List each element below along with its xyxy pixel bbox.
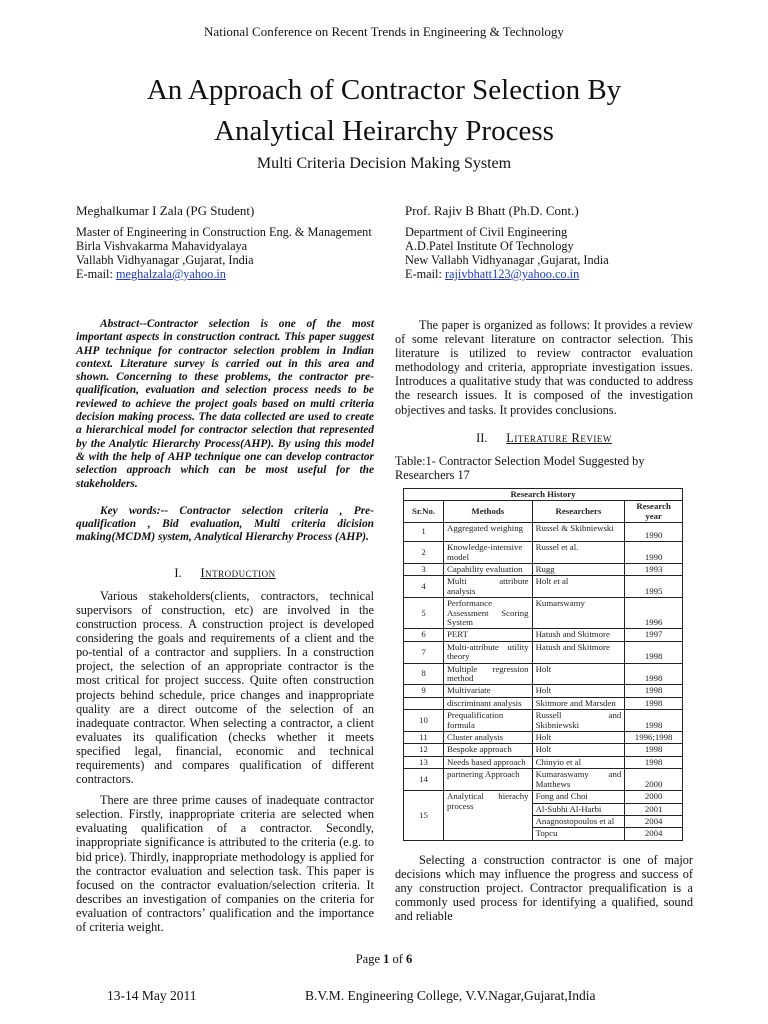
section-heading-introduction [76,566,374,580]
cell-year: 2001 [625,803,683,815]
cell-sr: 4 [404,576,444,598]
cell-method: Capability evaluation [444,563,533,575]
author-1-email-link[interactable]: meghalzala@yahoo.in [115,267,226,281]
cell-year: 1998 [625,685,683,697]
cell-year: 2000 [625,791,683,803]
footer-date: 13-14 May 2011 [107,988,197,1003]
cell-year: 1990 [625,523,683,542]
column-header-sr-no: Sr.No. [404,501,444,523]
cell-researcher: Russel & Skibniewski [532,523,625,542]
author-2-email-line [405,267,705,281]
author-2-name: Prof. Rajiv B Bhatt (Ph.D. Cont.) [405,203,579,218]
author-1-name: Meghalkumar I Zala (PG Student) [76,203,255,218]
cell-sr: 5 [404,598,444,629]
intro-paragraph-2: There are three prime causes of inadequate contractor selection. Firstly, inappropriate criteria are selected when evaluating qualification of a contractor. Secondly, inappropriate significance is attributed to the criteria (e.g. to bid price). Thirdly, inappropriate methodology is applied for the contractor evaluation and selection task. This paper is focused on the contractor evaluation/selection criteria. It describes an investigation of companies on the criteria for evaluation of contractors’ qualification and the importance of criteria weight. [76,793,374,934]
cell-sr: 10 [404,710,444,732]
cell-method: Multi-attribute utility theory [444,641,533,663]
table-caption: Table:1- Contractor Selection Model Suggested by Researchers 17 [395,453,645,482]
cell-sr: 9 [404,685,444,697]
cell-method: Cluster analysis [444,732,533,744]
cell-researcher: Anagnostopoulos et al [532,815,625,827]
table-row [404,697,683,709]
table-row [404,663,683,685]
page-prefix: Page [355,952,384,966]
author-1-email-line [76,267,386,281]
cell-researcher: Chinyio et al [532,756,625,768]
cell-year: 1997 [625,629,683,641]
author-1-email-label: E-mail: [76,267,116,281]
cell-method: Knowledge-intensive model [444,542,533,564]
cell-sr: 1 [404,523,444,542]
cell-year: 1995 [625,576,683,598]
cell-method: partnering Approach [444,769,533,791]
cell-method: Bespoke approach [444,744,533,756]
table-row [404,756,683,768]
table-row [404,629,683,641]
page-current: 1 [383,952,390,966]
table-row [404,563,683,575]
cell-method: PERT [444,629,533,641]
cell-researcher: Skitmore and Marsden [532,697,625,709]
cell-researcher: Al-Subhi Al-Harbi [532,803,625,815]
section-2-title: Literature Review [506,430,612,445]
cell-method: Multiple regression method [444,663,533,685]
cell-year: 1996 [625,598,683,629]
author-2-email-label: E-mail: [405,267,445,281]
page-number [0,952,768,967]
cell-year: 1998 [625,697,683,709]
abstract: Abstract--Contractor selection is one of the most important aspects in construction contract. This paper suggest AHP technique for contractor selection problem in Indian context. Literature survey is carried out in this area and shown. Concerning to these problems, the contractor pre- qualification, evaluation and selection process needs to be reviewed to achieve the project goals based on multi criteria decision making process. The data collected are used to create a hierarchical model for contractor selection that represented by the Analytic Hierarchy Process(AHP). By using this model & with the help of AHP technique one can develop contractor selection approach which can be most useful for the stakeholders. [76,318,374,490]
cell-year: 2004 [625,815,683,827]
table-row [404,523,683,542]
cell-method: Performance Assessment Scoring System [444,598,533,629]
table-row [404,542,683,564]
author-1-affiliation-1: Master of Engineering in Construction Eng. & Management [76,225,372,239]
author-1-affiliation-2: Birla Vishvakarma Mahavidyalaya [76,239,248,253]
cell-researcher: Topcu [532,828,625,840]
cell-sr: 2 [404,542,444,564]
cell-sr: 6 [404,629,444,641]
cell-researcher: Russel et al. [532,542,625,564]
cell-researcher: Kumaraswamy and Matthews [532,769,625,791]
cell-researcher: Holt [532,685,625,697]
cell-method: Analytical hierachy process [444,791,533,841]
cell-sr: 15 [404,791,444,841]
cell-year: 1998 [625,641,683,663]
intro-paragraph-1: Various stakeholders(clients, contractors, technical supervisors of construction, etc) are involved in the construction process. A construction project is developed considering the goals and requirements of a client and the po-tential of a contractor and suppliers. In a construction project, the selection of an appropriate contractor is the most critical for project success. Quite often construction projects behind schedule, price changes and inappropriate quality are a direct outcome of the selection of an inadequate contractor. When selecting a contractor, a client evaluates its qualification (checks whether it meets specified legal, financial, economic and technical requirements) and compares qualification of different contractors. [76,588,374,787]
cell-researcher: Russell and Skibniewski [532,710,625,732]
table-row [404,791,683,803]
cell-researcher: Hatush and Skitmore [532,641,625,663]
paper-subtitle: Multi Criteria Decision Making System [256,155,512,172]
table-row [404,641,683,663]
page-separator: of [389,952,407,966]
cell-method: Aggregated weighing [444,523,533,542]
cell-researcher: Hatush and Skitmore [532,629,625,641]
footer-venue: B.V.M. Engineering College, V.V.Nagar,Gujarat,India [305,988,596,1003]
cell-year: 1996;1998 [625,732,683,744]
cell-researcher: Holt et al [532,576,625,598]
table-row [404,576,683,598]
cell-year: 2004 [625,828,683,840]
table-heading: Research History [404,488,683,500]
page-total: 6 [406,952,413,966]
table-row [404,685,683,697]
section-1-title: Introduction [200,565,276,580]
author-block-2 [405,204,705,281]
table-row [404,732,683,744]
author-2-affiliation-3: New Vallabh Vidhyanagar ,Gujarat, India [405,253,609,267]
cell-sr: 3 [404,563,444,575]
cell-sr: 7 [404,641,444,663]
cell-method: Multivariate [444,685,533,697]
section-1-number: I. [174,565,182,580]
author-2-affiliation-1: Department of Civil Engineering [405,225,568,239]
cell-researcher: Kumarswamy [532,598,625,629]
paper-title-line-2: Analytical Heirarchy Process [214,115,554,147]
cell-sr: 11 [404,732,444,744]
cell-researcher: Holt [532,744,625,756]
right-column [395,318,693,923]
cell-researcher: Rugg [532,563,625,575]
keywords: Key words:-- Contractor selection criteria , Pre-qualification , Bid evaluation, Multi criteria dicision making(MCDM) system, Analytical Hierarchy Process (AHP). [76,504,374,544]
column-header-researchers: Researchers [532,501,625,523]
research-history-table [403,488,683,841]
cell-method: discriminant analysis [444,697,533,709]
table-row [404,710,683,732]
table-row [404,598,683,629]
paper-title-line-1: An Approach of Contractor Selection By [146,74,622,106]
cell-sr: 13 [404,756,444,768]
author-2-email-link[interactable]: rajivbhatt123@yahoo.co.in [444,267,580,281]
cell-researcher: Fong and Choi [532,791,625,803]
cell-sr [404,697,444,709]
cell-year: 1998 [625,710,683,732]
cell-year: 1998 [625,663,683,685]
cell-year: 1993 [625,563,683,575]
cell-method: Needs based approach [444,756,533,768]
table-row [404,744,683,756]
cell-year: 1990 [625,542,683,564]
column-header-methods: Methods [444,501,533,523]
table-row [404,769,683,791]
author-1-affiliation-3: Vallabh Vidhyanagar ,Gujarat, India [76,253,254,267]
author-block-1 [76,204,386,281]
cell-sr: 12 [404,744,444,756]
cell-method: Multi attribute analysis [444,576,533,598]
cell-researcher: Holt [532,663,625,685]
cell-sr: 14 [404,769,444,791]
left-column [76,318,374,934]
cell-researcher: Holt [532,732,625,744]
author-2-affiliation-2: A.D.Patel Institute Of Technology [405,239,574,253]
column-header-research-year: Research year [625,501,683,523]
section-2-number: II. [476,430,488,445]
section-heading-literature-review [395,431,693,445]
selection-paragraph: Selecting a construction contractor is one of major decisions which may influence the progress and success of any construction project. Contractor prequalification is a commonly used process for identifying a qualified, sound and reliable [395,852,693,924]
cell-year: 1998 [625,756,683,768]
running-header: National Conference on Recent Trends in Engineering & Technology [204,24,564,39]
cell-year: 2000 [625,769,683,791]
cell-method: Prequalification formula [444,710,533,732]
organization-paragraph: The paper is organized as follows: It provides a review of some relevant literature on contractor selection. This literature is utilized to review contractor evaluation methodology and criteria, appropriate investigation issues. Introduces a qualitative study that was conducted to address the research issues. It is composed of the investigation objectives and tasks. It provides conclusions. [395,318,693,417]
cell-year: 1998 [625,744,683,756]
cell-sr: 8 [404,663,444,685]
